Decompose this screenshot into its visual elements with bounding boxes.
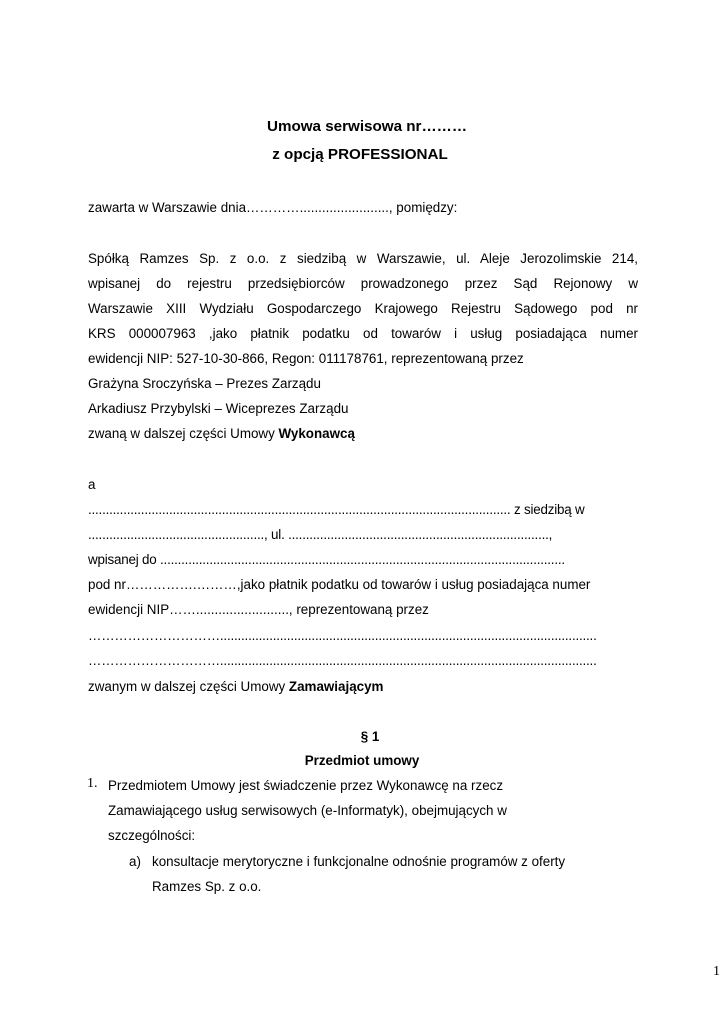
document-title: Umowa serwisowa nr……… (266, 118, 468, 135)
section-number: § 1 (360, 729, 380, 744)
section-heading: Przedmiot umowy (304, 753, 420, 768)
list-number: 1. (87, 776, 98, 791)
intro-line: zawarta w Warszawie dnia…………........................, pomiędzy: (88, 200, 458, 215)
client-line: ........................................................................................................................ z siedzibą w (88, 502, 585, 517)
contractor-representative: Grażyna Sroczyńska – Prezes Zarządu (88, 376, 321, 391)
role-prefix: zwaną w dalszej części Umowy (88, 426, 279, 441)
role-name: Wykonawcą (278, 426, 355, 441)
sublist-item-line: Ramzes Sp. z o.o. (152, 879, 262, 894)
list-item-line: Przedmiotem Umowy jest świadczenie przez Wykonawcę na rzecz (108, 778, 504, 793)
contractor-line: Spółką Ramzes Sp. z o.o. z siedzibą w Warszawie, ul. Aleje Jerozolimskie 214, (88, 251, 638, 266)
role-prefix: zwanym w dalszej części Umowy (88, 679, 289, 694)
client-line: pod nr…………….………,jako płatnik podatku od towarów i usług posiadająca numer (88, 577, 591, 592)
client-line: …………………………........................................................................................................... (88, 628, 597, 643)
contractor-line: KRS 000007963 ,jako płatnik podatku od towarów i usług posiadająca numer (88, 326, 638, 341)
client-line: …………………………........................................................................................................... (88, 653, 597, 668)
sublist-item-line: konsultacje merytoryczne i funkcjonalne odnośnie programów z oferty (152, 854, 566, 869)
document-subtitle: z opcją PROFESSIONAL (272, 146, 448, 163)
role-name: Zamawiającym (288, 679, 384, 694)
contractor-line: wpisanej do rejestru przedsiębiorców prowadzonego przez Sąd Rejonowy w (88, 276, 638, 291)
page-number: 1 (713, 964, 720, 979)
client-line: wpisanej do ................................................................................................................... (88, 552, 565, 567)
list-item-line: Zamawiającego usług serwisowych (e-Informatyk), obejmujących w (108, 803, 507, 818)
sublist-marker: a) (129, 854, 141, 869)
client-line: ewidencji NIP……........................., reprezentowaną przez (88, 602, 429, 617)
list-item-line: szczególności: (108, 828, 196, 843)
contractor-representative: Arkadiusz Przybylski – Wiceprezes Zarządu (88, 401, 349, 416)
contractor-line: ewidencji NIP: 527-10-30-866, Regon: 011178761, reprezentowaną przez (88, 351, 524, 366)
client-line: .................................................., ul. .........................................................................., (88, 527, 553, 542)
contractor-role (88, 426, 638, 441)
client-role (88, 679, 638, 694)
conjunction: a (88, 477, 96, 492)
contractor-line: Warszawie XIII Wydziału Gospodarczego Krajowego Rejestru Sądowego pod nr (88, 301, 638, 316)
